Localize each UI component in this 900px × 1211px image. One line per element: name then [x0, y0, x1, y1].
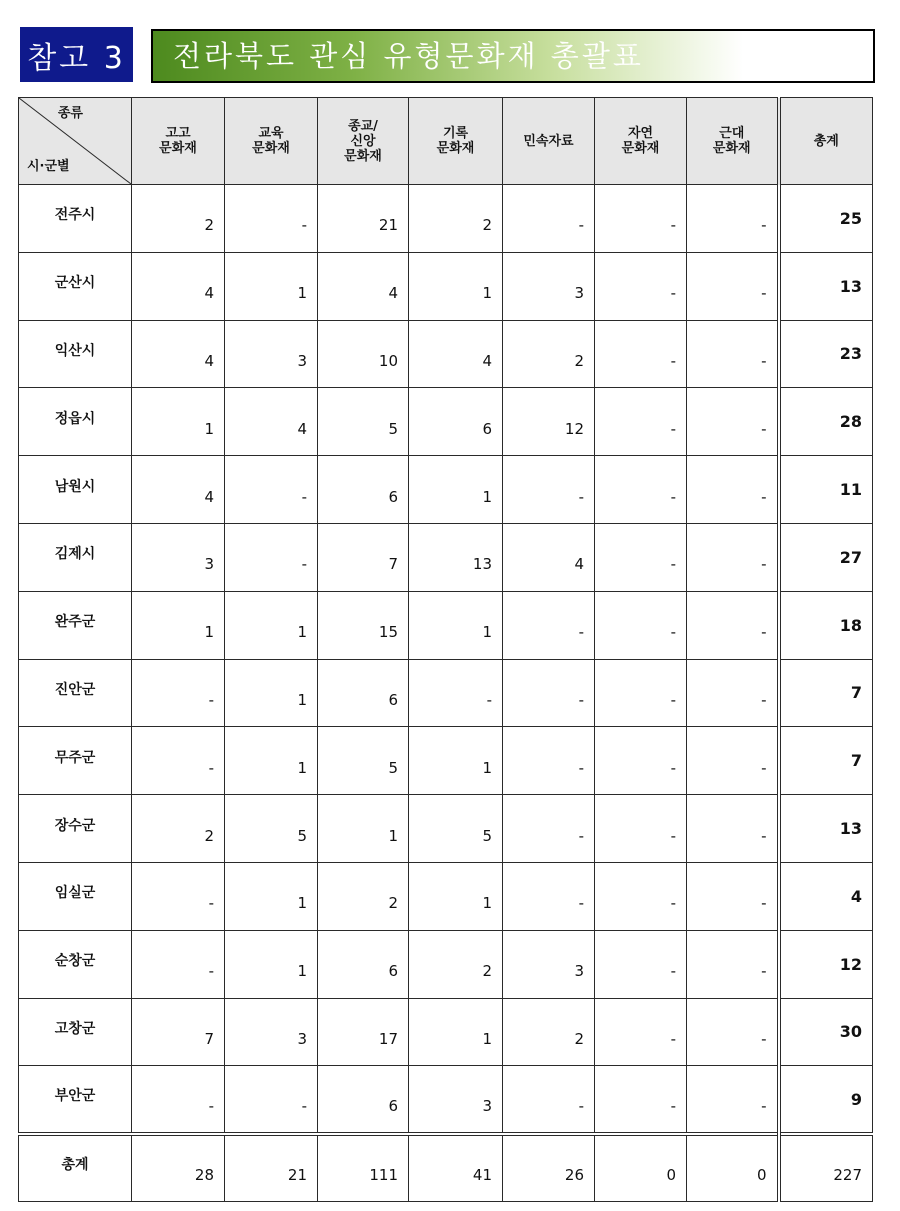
corner-region-label: 시·군별: [27, 159, 70, 174]
region-name-cell: 완주군: [19, 591, 132, 659]
table-row: [19, 320, 873, 388]
table-row: [19, 795, 873, 863]
value-cell: 1: [409, 727, 503, 795]
value-cell: 4: [132, 456, 225, 524]
table-row: [19, 862, 873, 930]
value-cell: -: [595, 795, 687, 863]
header-corner-cell: [19, 98, 132, 185]
column-header: 자연 문화재: [595, 98, 687, 185]
row-total-cell: 18: [779, 591, 873, 659]
table-row: [19, 185, 873, 253]
region-name-cell: 군산시: [19, 252, 132, 320]
row-total-cell: 13: [779, 252, 873, 320]
column-header: 민속자료: [503, 98, 595, 185]
value-cell: 15: [318, 591, 409, 659]
value-cell: -: [687, 727, 779, 795]
value-cell: 2: [409, 185, 503, 253]
value-cell: 3: [225, 320, 318, 388]
value-cell: -: [687, 795, 779, 863]
column-header: 고고 문화재: [132, 98, 225, 185]
table-row: [19, 591, 873, 659]
column-header: 교육 문화재: [225, 98, 318, 185]
value-cell: -: [687, 456, 779, 524]
value-cell: 1: [225, 862, 318, 930]
value-cell: -: [687, 252, 779, 320]
value-cell: -: [595, 252, 687, 320]
value-cell: 1: [225, 930, 318, 998]
value-cell: -: [595, 1066, 687, 1134]
value-cell: 4: [225, 388, 318, 456]
value-cell: 1: [409, 862, 503, 930]
value-cell: 1: [132, 591, 225, 659]
value-cell: -: [595, 998, 687, 1066]
value-cell: 3: [225, 998, 318, 1066]
value-cell: 5: [409, 795, 503, 863]
cultural-heritage-summary-table: [18, 97, 873, 1202]
region-name-cell: 정읍시: [19, 388, 132, 456]
value-cell: 5: [318, 388, 409, 456]
row-total-cell: 23: [779, 320, 873, 388]
value-cell: 13: [409, 523, 503, 591]
value-cell: 2: [132, 795, 225, 863]
value-cell: 4: [318, 252, 409, 320]
corner-category-label: 종류: [57, 106, 83, 121]
value-cell: -: [595, 388, 687, 456]
value-cell: 6: [409, 388, 503, 456]
region-name-cell: 진안군: [19, 659, 132, 727]
column-total-cell: 0: [687, 1134, 779, 1202]
value-cell: 2: [409, 930, 503, 998]
column-total-cell: 21: [225, 1134, 318, 1202]
value-cell: 10: [318, 320, 409, 388]
value-cell: -: [503, 795, 595, 863]
region-name-cell: 부안군: [19, 1066, 132, 1134]
row-total-cell: 28: [779, 388, 873, 456]
reference-badge: 참고 3: [20, 27, 133, 82]
table-row: [19, 930, 873, 998]
value-cell: -: [503, 727, 595, 795]
region-name-cell: 무주군: [19, 727, 132, 795]
title-banner: [151, 29, 875, 83]
value-cell: -: [132, 727, 225, 795]
value-cell: -: [687, 185, 779, 253]
value-cell: -: [503, 862, 595, 930]
value-cell: -: [687, 930, 779, 998]
value-cell: 1: [409, 456, 503, 524]
value-cell: 1: [409, 252, 503, 320]
value-cell: 5: [318, 727, 409, 795]
row-total-cell: 7: [779, 727, 873, 795]
column-total-cell: 41: [409, 1134, 503, 1202]
grand-total-cell: 227: [779, 1134, 873, 1202]
grand-total-row: [19, 1134, 873, 1202]
value-cell: -: [595, 456, 687, 524]
column-header: 근대 문화재: [687, 98, 779, 185]
value-cell: 1: [225, 727, 318, 795]
column-total-cell: 0: [595, 1134, 687, 1202]
row-total-cell: 4: [779, 862, 873, 930]
value-cell: -: [687, 998, 779, 1066]
value-cell: -: [225, 185, 318, 253]
value-cell: 4: [503, 523, 595, 591]
table-row: [19, 659, 873, 727]
value-cell: -: [225, 456, 318, 524]
value-cell: 2: [503, 998, 595, 1066]
row-total-cell: 12: [779, 930, 873, 998]
region-name-cell: 순창군: [19, 930, 132, 998]
value-cell: -: [687, 1066, 779, 1134]
value-cell: 1: [132, 388, 225, 456]
value-cell: -: [132, 659, 225, 727]
value-cell: 6: [318, 456, 409, 524]
table-row: [19, 1066, 873, 1134]
value-cell: -: [503, 659, 595, 727]
value-cell: 1: [225, 591, 318, 659]
total-column-header: 총계: [779, 98, 873, 185]
value-cell: -: [409, 659, 503, 727]
value-cell: -: [687, 388, 779, 456]
value-cell: -: [687, 591, 779, 659]
value-cell: 6: [318, 659, 409, 727]
row-total-cell: 9: [779, 1066, 873, 1134]
value-cell: -: [595, 185, 687, 253]
region-name-cell: 임실군: [19, 862, 132, 930]
value-cell: 3: [409, 1066, 503, 1134]
value-cell: 4: [409, 320, 503, 388]
region-name-cell: 익산시: [19, 320, 132, 388]
value-cell: -: [687, 523, 779, 591]
value-cell: 7: [318, 523, 409, 591]
value-cell: 4: [132, 320, 225, 388]
value-cell: -: [503, 456, 595, 524]
region-name-cell: 남원시: [19, 456, 132, 524]
value-cell: 5: [225, 795, 318, 863]
table-row: [19, 388, 873, 456]
table-row: [19, 456, 873, 524]
value-cell: -: [503, 185, 595, 253]
value-cell: 2: [132, 185, 225, 253]
column-total-cell: 111: [318, 1134, 409, 1202]
value-cell: 1: [409, 998, 503, 1066]
value-cell: -: [687, 320, 779, 388]
row-total-cell: 11: [779, 456, 873, 524]
value-cell: -: [595, 591, 687, 659]
row-total-cell: 25: [779, 185, 873, 253]
value-cell: 21: [318, 185, 409, 253]
value-cell: -: [225, 523, 318, 591]
value-cell: -: [503, 1066, 595, 1134]
region-name-cell: 고창군: [19, 998, 132, 1066]
value-cell: -: [595, 930, 687, 998]
region-name-cell: 김제시: [19, 523, 132, 591]
value-cell: 2: [503, 320, 595, 388]
row-total-cell: 13: [779, 795, 873, 863]
column-header: 기록 문화재: [409, 98, 503, 185]
value-cell: 1: [409, 591, 503, 659]
value-cell: -: [595, 727, 687, 795]
value-cell: -: [595, 320, 687, 388]
value-cell: 3: [132, 523, 225, 591]
table-row: [19, 727, 873, 795]
table-header-row: [19, 98, 873, 185]
value-cell: 3: [503, 930, 595, 998]
row-total-cell: 7: [779, 659, 873, 727]
table-body: [19, 185, 873, 1202]
value-cell: -: [132, 1066, 225, 1134]
value-cell: 6: [318, 930, 409, 998]
value-cell: -: [595, 862, 687, 930]
grand-total-label: 총계: [19, 1134, 132, 1202]
value-cell: -: [132, 930, 225, 998]
value-cell: 6: [318, 1066, 409, 1134]
column-total-cell: 28: [132, 1134, 225, 1202]
column-total-cell: 26: [503, 1134, 595, 1202]
value-cell: -: [595, 659, 687, 727]
page-title: 전라북도 관심 유형문화재 총괄표: [173, 39, 644, 73]
row-total-cell: 27: [779, 523, 873, 591]
row-total-cell: 30: [779, 998, 873, 1066]
value-cell: -: [595, 523, 687, 591]
table-row: [19, 523, 873, 591]
table-row: [19, 252, 873, 320]
region-name-cell: 장수군: [19, 795, 132, 863]
value-cell: 3: [503, 252, 595, 320]
value-cell: 12: [503, 388, 595, 456]
value-cell: -: [687, 862, 779, 930]
value-cell: 1: [318, 795, 409, 863]
region-name-cell: 전주시: [19, 185, 132, 253]
value-cell: 4: [132, 252, 225, 320]
value-cell: -: [687, 659, 779, 727]
value-cell: 2: [318, 862, 409, 930]
value-cell: -: [132, 862, 225, 930]
table-row: [19, 998, 873, 1066]
value-cell: 7: [132, 998, 225, 1066]
column-header: 종교/ 신앙 문화재: [318, 98, 409, 185]
value-cell: 1: [225, 252, 318, 320]
value-cell: -: [503, 591, 595, 659]
value-cell: 17: [318, 998, 409, 1066]
value-cell: 1: [225, 659, 318, 727]
value-cell: -: [225, 1066, 318, 1134]
